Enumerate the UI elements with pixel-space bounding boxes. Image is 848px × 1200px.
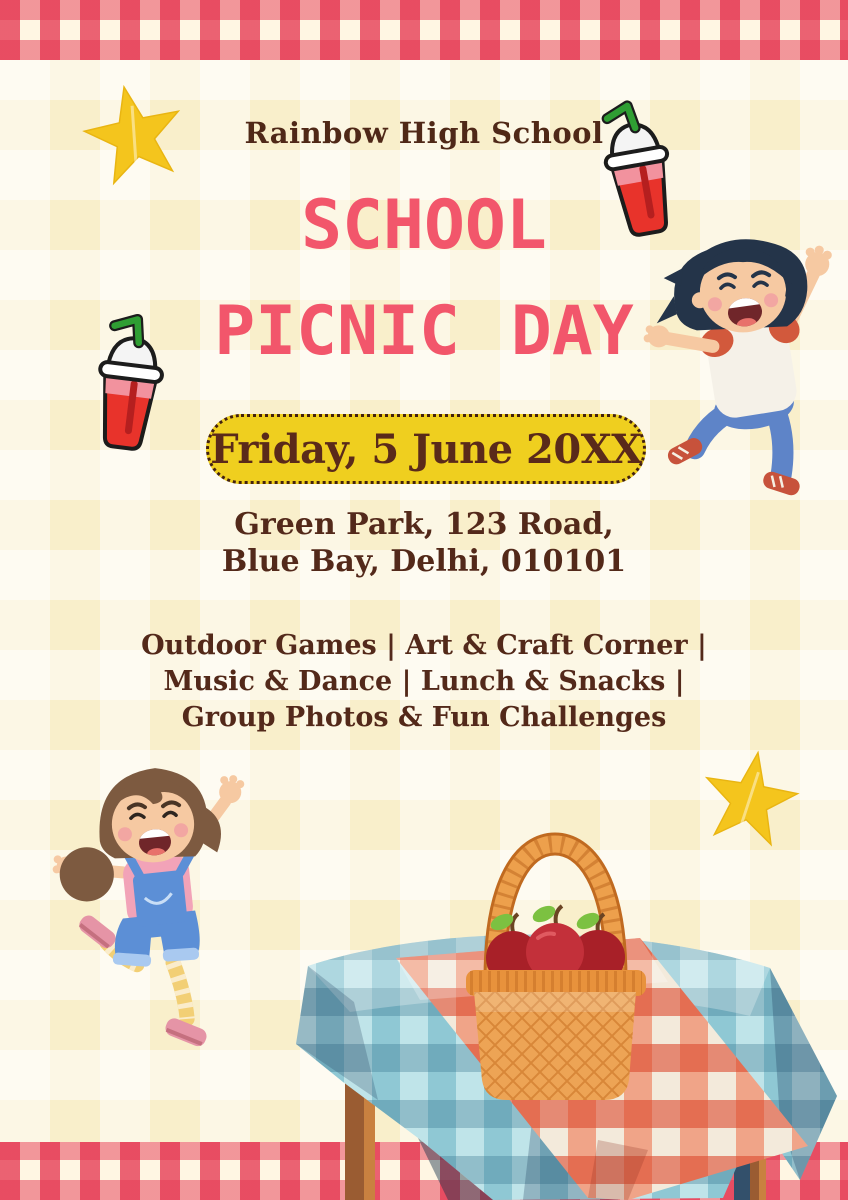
title-line-1: SCHOOL (301, 186, 547, 265)
jumping-girl-illustration (44, 746, 266, 1072)
school-name: Rainbow High School (244, 116, 604, 150)
date-badge (206, 414, 646, 484)
date-badge-text: Friday, 5 June 20XX (210, 425, 642, 473)
jumping-boy-illustration (636, 226, 848, 532)
top-gingham-border (0, 0, 848, 60)
title-line-2: PICNIC DAY (214, 292, 634, 371)
address-line-1: Green Park, 123 Road, (234, 507, 614, 542)
star-icon (694, 742, 805, 853)
event-address (0, 506, 848, 580)
apple-basket-illustration (466, 844, 646, 1100)
address-line-2: Blue Bay, Delhi, 010101 (221, 544, 627, 579)
activities-list: Outdoor Games | Art & Craft Corner | Music & Dance | Lunch & Snacks | Group Photos & Fun Challenges (141, 630, 707, 733)
picnic-table-illustration (288, 820, 848, 1200)
